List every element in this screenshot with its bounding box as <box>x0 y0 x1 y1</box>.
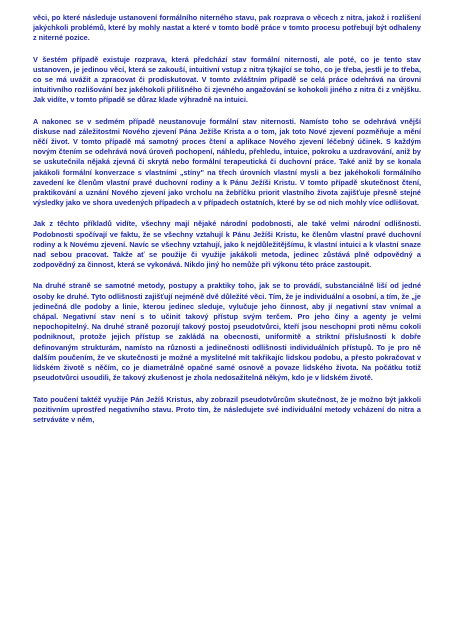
paragraph-continuation: věci, po které následuje ustanovení formálního niterného stavu, pak rozprava o věcech z nitra, jakož i rozlišení jakýchkoli problémů, které by mohly nastat a které v tomto bodě práce v tomto procesu potřebují být odhaleny z niterné pozice. <box>33 13 421 43</box>
paragraph-similarities: Jak z těchto příkladů vidíte, všechny mají nějaké národní podobnosti, ale také velmi národní odlišnosti. Podobnosti spočívají ve faktu, že se všechny vztahují k Pánu Ježíši Kristu, ke členům vlastní pravé duchovní rodiny a k Novému zjevení. Navíc se všechny vztahují, jako k nejdůležitějšímu, k vlastní intuici a k vlastní snaze nad sebou pracovat. Takže ať se použije či využije jakákoli metoda, jedinec zůstává plně odpovědný a zodpovědný za činnost, která se vykonává. Nikdo jiný ho nemůže při výkonu této práce zastoupit. <box>33 219 421 270</box>
paragraph-differences: Na druhé straně se samotné metody, postupy a praktiky toho, jak se to provádí, substanciálně liší od jedné osoby ke druhé. Tyto odlišnosti zajišťují nejméně dvě důležité věci. Tím, že je individuální a osobní, a tím, že „je jedinečná dle podoby a linie, kterou jedinec sleduje, vylučuje jeho činnost, aby jí negativní stav vnímal a chápal. Negativní stav není s to učinit takový přístup svým terčem. Pro jeho činy a agenty je velmi nepochopitelný. Na druhé straně pozorují takový postoj pseudotvůrci, kteří jsou neschopni proti němu cokoli podniknout, protože jejich přístup se zakládá na obecnosti, uniformitě a striktní příslušnosti k dobře definovaným strukturám, namísto na různosti a jedinečnosti odlišnosti individuálních přístupů. To je pro ně dalším poučením, že ve skutečnosti je možné a myslitelné mít takřikajíc lidskou podobu, a přesto pokračovat v lidském životě s něčím, co je diametrálně opačné samé osnově a povaze lidského života. Na počátku totiž pseudotvůrci usoudili, že takový zkušenost je zhola nedosažitelná někým, kdo je v lidském životě. <box>33 281 421 383</box>
paragraph-seventh-case: A nakonec se v sedmém případě neustanovuje formální stav niternosti. Namísto toho se odehrává vnější diskuse nad záležitostmi Nového zjevení Pána Ježíše Krista a o tom, jak toto Nové zjevení pozměňuje a mění něčí život. V tomto případě má samotný proces čtení a aplikace Nového zjevení léčebný účinek. S každým novým čtením se odehrává nová úroveň pochopení, náhledu, přehledu, intuice, pokroku a uzdravování, aniž by se uskutečnila nějaká zjevná či skrytá nebo formální terapeutická či duchovní práce. Také aniž by se konala jakákoli formální konverzace s vlastními „stíny" na třech úrovních vlastní mysli a bez jakéhokoli formálního zavedení ke členům vlastní pravé duchovní rodiny a k Pánu Ježíši Kristu. V tomto případě skutečnost čtení, praktikování a uznání Nového zjevení jako vrcholu na žebříčku priorit vlastního života zajišťuje přesně stejné výsledky jako ve shora uvedených případech a v případech ostatních, které by se od nich mohly více odlišovat. <box>33 116 421 208</box>
document-page <box>33 13 421 633</box>
paragraph-sixth-case: V šestém případě existuje rozprava, která předchází stav formální niternosti, ale poté, co je tento stav ustanoven, je jedinou věcí, která se zakouší, intuitivní vstup z nitra týkající se toho, co je třeba, jestli je to třeba, co se má uvážit a zpracovat či prodiskutovat. V tomto zvláštním případě se celá práce odehrává na úrovni intuitivního rozlišování bez jakéhokoli přilišného či zjevného angažování se kohokoli jiného z nitra či z vnějšku. Jak vidíte, v tomto případě se důraz klade výhradně na intuici. <box>33 54 421 105</box>
paragraph-lessons: Tato poučení taktéž využije Pán Ježíš Kristus, aby zobrazil pseudotvůrcům skutečnost, že je možno být jakkoli pozitivním uprostřed negativního stavu. Proto tím, že následujete své individuální metody vcházení do nitra a setrváváte v něm, <box>33 394 421 424</box>
